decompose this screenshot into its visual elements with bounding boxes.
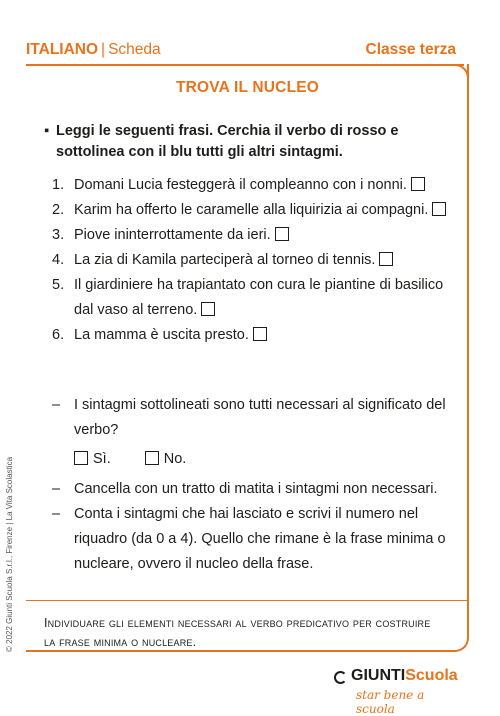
header-grade: Classe terza	[365, 41, 456, 58]
choice-yes-checkbox[interactable]	[74, 451, 88, 465]
question-list	[52, 393, 458, 577]
giunti-logo-icon	[334, 671, 347, 684]
bullet-icon: ▪	[44, 123, 50, 139]
sentence-text: Karim ha offerto le caramelle alla liquirizia ai compagni.	[74, 202, 429, 218]
sentence-number: 1.	[52, 177, 65, 193]
answer-box[interactable]	[201, 302, 215, 316]
sentence-text: Piove ininterrottamente da ieri.	[74, 227, 271, 243]
answer-box[interactable]	[275, 227, 289, 241]
answer-box[interactable]	[379, 252, 393, 266]
sentence-item	[52, 248, 462, 273]
sentence-item	[52, 223, 462, 248]
brand-name	[351, 667, 458, 685]
answer-box[interactable]	[411, 177, 425, 191]
yes-no-choices	[52, 446, 458, 472]
question-text: Cancella con un tratto di matita i sintagmi non necessari.	[74, 481, 438, 497]
sentence-list	[52, 173, 462, 348]
answer-box[interactable]	[432, 202, 446, 216]
copyright-notice: © 2022 Giunti Scuola S.r.l., Firenze | La Vita Scolastica	[5, 456, 14, 652]
header-doc-type: Scheda	[108, 41, 161, 58]
choice-no-checkbox[interactable]	[145, 451, 159, 465]
instruction-text: Leggi le seguenti frasi. Cerchia il verbo di rosso e sottolinea con il blu tutti gli altri sintagmi.	[56, 123, 399, 160]
sentence-number: 5.	[52, 277, 65, 293]
question-item	[52, 502, 458, 577]
sentence-number: 2.	[52, 202, 65, 218]
choice-no-label: No.	[163, 451, 187, 467]
page-header	[26, 41, 456, 59]
header-subject: ITALIANO	[26, 41, 99, 58]
dash-marker: –	[52, 506, 61, 522]
sentence-text: Domani Lucia festeggerà il compleanno con i nonni.	[74, 177, 407, 193]
sentence-text: La mamma è uscita presto.	[74, 327, 249, 343]
instruction	[44, 121, 444, 163]
sentence-item	[52, 323, 462, 348]
sentence-text: La zia di Kamila parteciperà al torneo di tennis.	[74, 252, 376, 268]
answer-box[interactable]	[253, 327, 267, 341]
choice-yes[interactable]	[74, 451, 111, 467]
sentence-number: 4.	[52, 252, 65, 268]
learning-objective: Individuare gli elementi necessari al verbo predicativo per costruire la frase minima o nucleare.	[44, 616, 431, 649]
footer-divider	[26, 600, 468, 601]
sentence-number: 6.	[52, 327, 65, 343]
question-item	[52, 477, 458, 502]
header-separator: |	[101, 41, 106, 58]
sentence-item	[52, 273, 462, 323]
question-text: Conta i sintagmi che hai lasciato e scrivi il numero nel riquadro (da 0 a 4). Quello che rimane è la frase minima o nucleare, ovvero il nucleo della frase.	[74, 506, 446, 572]
choice-yes-label: Sì.	[93, 451, 111, 467]
dash-marker: –	[52, 481, 61, 497]
sentence-item	[52, 173, 462, 198]
brand-name-part1: GIUNTI	[351, 667, 406, 684]
sentence-item	[52, 198, 462, 223]
choice-no[interactable]	[145, 451, 187, 467]
sentence-number: 3.	[52, 227, 65, 243]
sentence-text: Il giardiniere ha trapiantato con cura le piantine di basilico dal vaso al terreno.	[74, 277, 444, 318]
brand-tagline: star bene a scuola	[356, 688, 425, 716]
publisher-logo	[334, 667, 464, 716]
question-item	[52, 393, 458, 443]
header-subject-group	[26, 41, 161, 59]
brand-name-part2: Scuola	[405, 667, 458, 684]
question-text: I sintagmi sottolineati sono tutti necessari al significato del verbo?	[74, 397, 446, 438]
worksheet-title: TROVA IL NUCLEO	[175, 79, 320, 96]
dash-marker: –	[52, 397, 61, 413]
